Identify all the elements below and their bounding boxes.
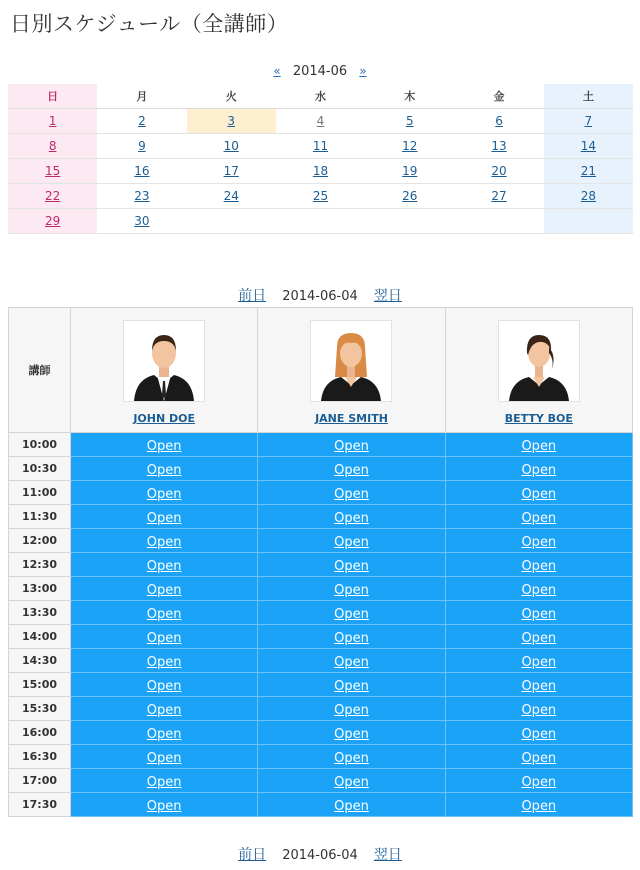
open-slot-link[interactable]: Open xyxy=(521,583,557,598)
calendar-day-link[interactable]: 24 xyxy=(223,189,239,203)
schedule-row xyxy=(9,721,633,745)
time-label: 17:00 xyxy=(9,769,71,793)
current-month: 2014-06 xyxy=(292,64,348,79)
calendar-day-cell xyxy=(365,209,454,234)
calendar-day-cell xyxy=(544,209,633,234)
time-label: 12:30 xyxy=(9,553,71,577)
schedule-row xyxy=(9,481,633,505)
open-slot-link[interactable]: Open xyxy=(146,607,182,622)
open-slot-link[interactable]: Open xyxy=(334,751,369,766)
female-avatar-icon[interactable] xyxy=(310,320,392,402)
calendar-day-cell[interactable] xyxy=(365,109,454,134)
calendar-day-cell[interactable] xyxy=(544,184,633,209)
calendar-week-row xyxy=(8,184,633,209)
time-label: 15:00 xyxy=(9,673,71,697)
calendar-day-link[interactable]: 26 xyxy=(402,189,418,203)
schedule-slot[interactable] xyxy=(71,505,258,529)
schedule-slot[interactable] xyxy=(71,673,258,697)
time-label: 13:30 xyxy=(9,601,71,625)
schedule-row xyxy=(9,577,633,601)
calendar-day-link[interactable]: 13 xyxy=(491,139,507,153)
schedule-row xyxy=(9,529,633,553)
calendar-day-cell xyxy=(454,209,543,234)
open-slot-link[interactable]: Open xyxy=(521,463,557,478)
open-slot-link[interactable]: Open xyxy=(521,487,557,502)
calendar-day-cell[interactable] xyxy=(454,134,543,159)
schedule-row xyxy=(9,505,633,529)
open-slot-link[interactable]: Open xyxy=(521,559,557,574)
open-slot-link[interactable]: Open xyxy=(521,799,557,814)
calendar-day-cell[interactable] xyxy=(365,134,454,159)
open-slot-link[interactable]: Open xyxy=(334,631,369,646)
open-slot-link[interactable]: Open xyxy=(521,727,557,742)
open-slot-link[interactable]: Open xyxy=(334,559,369,574)
schedule-slot[interactable] xyxy=(258,745,445,769)
schedule-row xyxy=(9,745,633,769)
weekday-mon: 月 xyxy=(97,84,186,109)
schedule-slot[interactable] xyxy=(258,697,445,721)
open-slot-link[interactable]: Open xyxy=(146,439,182,454)
next-day-link[interactable]: 翌日 xyxy=(373,288,402,304)
teacher-header-label: 講師 xyxy=(9,308,71,433)
calendar-day-cell[interactable] xyxy=(276,159,365,184)
calendar-day-cell[interactable] xyxy=(276,134,365,159)
calendar-day-cell[interactable] xyxy=(97,184,186,209)
female-avatar-icon[interactable] xyxy=(498,320,580,402)
calendar-day-cell[interactable] xyxy=(276,109,365,134)
calendar-day-link[interactable]: 21 xyxy=(580,164,596,178)
calendar-day-cell[interactable] xyxy=(8,159,97,184)
calendar-day-link[interactable]: 28 xyxy=(580,189,596,203)
calendar-day-link[interactable]: 7 xyxy=(584,114,593,128)
prev-day-link[interactable]: 前日 xyxy=(238,847,267,863)
schedule-slot[interactable] xyxy=(71,433,258,457)
open-slot-link[interactable]: Open xyxy=(146,655,182,670)
schedule-slot[interactable] xyxy=(258,577,445,601)
calendar-day-link[interactable]: 1 xyxy=(48,114,57,128)
calendar-day-cell[interactable] xyxy=(8,184,97,209)
calendar-day-cell[interactable] xyxy=(8,134,97,159)
schedule-slot[interactable] xyxy=(258,481,445,505)
calendar-day-cell[interactable] xyxy=(8,209,97,234)
time-label: 14:30 xyxy=(9,649,71,673)
calendar-day-link[interactable]: 20 xyxy=(491,164,507,178)
calendar-day-cell xyxy=(276,209,365,234)
schedule-slot[interactable] xyxy=(445,577,632,601)
schedule-slot[interactable] xyxy=(258,769,445,793)
open-slot-link[interactable]: Open xyxy=(146,679,182,694)
schedule-slot[interactable] xyxy=(71,697,258,721)
schedule-slot[interactable] xyxy=(258,601,445,625)
time-label: 15:30 xyxy=(9,697,71,721)
open-slot-link[interactable]: Open xyxy=(521,775,557,790)
weekday-tue: 火 xyxy=(187,84,276,109)
time-label: 11:00 xyxy=(9,481,71,505)
day-nav-bottom xyxy=(0,844,640,864)
calendar-day-link[interactable]: 17 xyxy=(223,164,239,178)
weekday-thu: 木 xyxy=(365,84,454,109)
calendar-day-cell[interactable] xyxy=(187,109,276,134)
schedule-slot[interactable] xyxy=(71,457,258,481)
schedule-slot[interactable] xyxy=(445,673,632,697)
schedule-slot[interactable] xyxy=(258,529,445,553)
page-title: 日別スケジュール（全講師） xyxy=(10,12,289,36)
schedule-slot[interactable] xyxy=(445,433,632,457)
schedule-slot[interactable] xyxy=(445,625,632,649)
schedule-slot[interactable] xyxy=(71,721,258,745)
schedule-slot[interactable] xyxy=(71,625,258,649)
schedule-slot[interactable] xyxy=(71,745,258,769)
calendar-day-cell[interactable] xyxy=(97,134,186,159)
open-slot-link[interactable]: Open xyxy=(334,679,369,694)
schedule-slot[interactable] xyxy=(71,481,258,505)
open-slot-link[interactable]: Open xyxy=(334,463,369,478)
calendar-day-cell[interactable] xyxy=(454,184,543,209)
schedule-slot[interactable] xyxy=(258,793,445,817)
schedule-slot[interactable] xyxy=(445,529,632,553)
schedule-slot[interactable] xyxy=(445,793,632,817)
schedule-slot[interactable] xyxy=(445,697,632,721)
schedule-slot[interactable] xyxy=(258,505,445,529)
time-label: 11:30 xyxy=(9,505,71,529)
day-nav-top xyxy=(0,285,640,305)
open-slot-link[interactable]: Open xyxy=(334,439,369,454)
time-label: 17:30 xyxy=(9,793,71,817)
current-date: 2014-06-04 xyxy=(282,848,358,863)
schedule-slot[interactable] xyxy=(258,553,445,577)
open-slot-link[interactable]: Open xyxy=(146,535,182,550)
calendar-day-cell[interactable] xyxy=(276,184,365,209)
open-slot-link[interactable]: Open xyxy=(334,583,369,598)
open-slot-link[interactable]: Open xyxy=(146,631,182,646)
calendar-day-link[interactable]: 23 xyxy=(134,189,150,203)
open-slot-link[interactable]: Open xyxy=(146,751,182,766)
open-slot-link[interactable]: Open xyxy=(334,655,369,670)
calendar-day-cell[interactable] xyxy=(454,159,543,184)
schedule-slot[interactable] xyxy=(445,769,632,793)
calendar-day-link[interactable]: 2 xyxy=(138,114,146,128)
calendar-day-link[interactable]: 14 xyxy=(580,139,596,153)
calendar-day-link[interactable]: 11 xyxy=(312,139,329,153)
calendar-week-row xyxy=(8,209,633,234)
calendar-day-link[interactable]: 25 xyxy=(312,189,329,203)
current-date: 2014-06-04 xyxy=(282,289,358,304)
schedule-slot[interactable] xyxy=(71,649,258,673)
open-slot-link[interactable]: Open xyxy=(334,487,369,502)
schedule-slot[interactable] xyxy=(258,625,445,649)
open-slot-link[interactable]: Open xyxy=(146,583,182,598)
schedule-slot[interactable] xyxy=(71,793,258,817)
open-slot-link[interactable]: Open xyxy=(334,511,369,526)
calendar-day-cell[interactable] xyxy=(97,109,186,134)
schedule-slot[interactable] xyxy=(258,457,445,481)
prev-day-link[interactable]: 前日 xyxy=(238,288,267,304)
time-label: 16:30 xyxy=(9,745,71,769)
calendar-day-cell[interactable] xyxy=(365,184,454,209)
time-label: 16:00 xyxy=(9,721,71,745)
calendar-day-cell[interactable] xyxy=(365,159,454,184)
open-slot-link[interactable]: Open xyxy=(334,775,369,790)
calendar-day-cell[interactable] xyxy=(97,209,186,234)
calendar-day-cell[interactable] xyxy=(187,159,276,184)
open-slot-link[interactable]: Open xyxy=(146,703,182,718)
open-slot-link[interactable]: Open xyxy=(521,679,557,694)
open-slot-link[interactable]: Open xyxy=(334,703,369,718)
time-label: 13:00 xyxy=(9,577,71,601)
open-slot-link[interactable]: Open xyxy=(334,607,369,622)
weekday-sat: 土 xyxy=(544,84,633,109)
calendar-day-cell xyxy=(187,209,276,234)
schedule-row xyxy=(9,433,633,457)
schedule-slot[interactable] xyxy=(71,577,258,601)
calendar-day-link[interactable]: 30 xyxy=(134,214,150,228)
weekday-sun: 日 xyxy=(8,84,97,109)
schedule-row xyxy=(9,601,633,625)
calendar-day-cell[interactable] xyxy=(187,184,276,209)
calendar-day-link[interactable]: 5 xyxy=(405,114,414,128)
month-nav xyxy=(0,64,640,79)
schedule-slot[interactable] xyxy=(71,769,258,793)
calendar-day-link[interactable]: 15 xyxy=(45,164,61,178)
schedule-row xyxy=(9,457,633,481)
teacher-link-jane[interactable]: JANE SMITH xyxy=(315,412,388,425)
schedule-row xyxy=(9,697,633,721)
calendar-day-cell[interactable] xyxy=(8,109,97,134)
weekday-fri: 金 xyxy=(454,84,543,109)
calendar-week-row xyxy=(8,134,633,159)
calendar-day-link[interactable]: 27 xyxy=(491,189,507,203)
open-slot-link[interactable]: Open xyxy=(521,631,557,646)
schedule-slot[interactable] xyxy=(71,553,258,577)
teacher-link-john[interactable]: JOHN DOE xyxy=(133,412,195,425)
calendar-day-cell[interactable] xyxy=(544,109,633,134)
open-slot-link[interactable]: Open xyxy=(521,751,557,766)
calendar-day-link[interactable]: 3 xyxy=(227,114,236,128)
open-slot-link[interactable]: Open xyxy=(521,535,557,550)
teacher-column-jane xyxy=(258,308,445,433)
schedule-slot[interactable] xyxy=(445,553,632,577)
calendar-day-link[interactable]: 22 xyxy=(45,189,61,203)
open-slot-link[interactable]: Open xyxy=(146,775,182,790)
calendar-week-row xyxy=(8,109,633,134)
open-slot-link[interactable]: Open xyxy=(334,799,369,814)
schedule-row xyxy=(9,673,633,697)
calendar-day-link[interactable]: 4 xyxy=(316,114,325,128)
calendar-day-link[interactable]: 19 xyxy=(402,164,418,178)
schedule-slot[interactable] xyxy=(258,433,445,457)
time-label: 10:30 xyxy=(9,457,71,481)
calendar-day-link[interactable]: 29 xyxy=(45,214,61,228)
schedule-row xyxy=(9,553,633,577)
teacher-link-betty[interactable]: BETTY BOE xyxy=(504,412,573,425)
schedule-slot[interactable] xyxy=(445,481,632,505)
open-slot-link[interactable]: Open xyxy=(521,607,557,622)
calendar-day-link[interactable]: 16 xyxy=(134,164,150,178)
schedule-slot[interactable] xyxy=(258,649,445,673)
calendar-day-cell[interactable] xyxy=(454,109,543,134)
schedule-row xyxy=(9,793,633,817)
calendar-week-row xyxy=(8,159,633,184)
teacher-column-betty xyxy=(445,308,632,433)
calendar-day-link[interactable]: 12 xyxy=(402,139,418,153)
open-slot-link[interactable]: Open xyxy=(334,727,369,742)
schedule-slot[interactable] xyxy=(445,505,632,529)
schedule-slot[interactable] xyxy=(445,649,632,673)
open-slot-link[interactable]: Open xyxy=(521,655,557,670)
calendar-day-cell[interactable] xyxy=(544,159,633,184)
calendar-day-link[interactable]: 8 xyxy=(48,139,57,153)
next-day-link[interactable]: 翌日 xyxy=(373,847,402,863)
open-slot-link[interactable]: Open xyxy=(146,799,182,814)
open-slot-link[interactable]: Open xyxy=(521,703,557,718)
time-label: 10:00 xyxy=(9,433,71,457)
schedule-row xyxy=(9,649,633,673)
time-label: 14:00 xyxy=(9,625,71,649)
schedule-slot[interactable] xyxy=(445,721,632,745)
schedule-slot[interactable] xyxy=(258,721,445,745)
calendar-day-link[interactable]: 10 xyxy=(223,139,239,153)
calendar-day-cell[interactable] xyxy=(187,134,276,159)
open-slot-link[interactable]: Open xyxy=(146,727,182,742)
schedule-row xyxy=(9,625,633,649)
teacher-column-john xyxy=(71,308,258,433)
schedule-slot[interactable] xyxy=(445,601,632,625)
calendar-day-link[interactable]: 18 xyxy=(312,164,329,178)
calendar-day-link[interactable]: 6 xyxy=(495,114,503,128)
male-avatar-icon[interactable] xyxy=(123,320,205,402)
schedule-slot[interactable] xyxy=(258,673,445,697)
month-calendar xyxy=(8,84,633,234)
schedule-table xyxy=(8,307,633,817)
calendar-day-cell[interactable] xyxy=(544,134,633,159)
schedule-slot[interactable] xyxy=(71,601,258,625)
schedule-row xyxy=(9,769,633,793)
open-slot-link[interactable]: Open xyxy=(146,559,182,574)
prev-month-link[interactable]: « xyxy=(273,64,281,78)
open-slot-link[interactable]: Open xyxy=(146,463,182,478)
time-label: 12:00 xyxy=(9,529,71,553)
open-slot-link[interactable]: Open xyxy=(146,511,182,526)
open-slot-link[interactable]: Open xyxy=(146,487,182,502)
open-slot-link[interactable]: Open xyxy=(521,511,557,526)
schedule-slot[interactable] xyxy=(445,745,632,769)
calendar-day-link[interactable]: 9 xyxy=(138,139,146,153)
schedule-slot[interactable] xyxy=(71,529,258,553)
calendar-day-cell[interactable] xyxy=(97,159,186,184)
open-slot-link[interactable]: Open xyxy=(334,535,369,550)
schedule-slot[interactable] xyxy=(445,457,632,481)
open-slot-link[interactable]: Open xyxy=(521,439,557,454)
next-month-link[interactable]: » xyxy=(359,64,367,78)
weekday-wed: 水 xyxy=(276,84,365,109)
